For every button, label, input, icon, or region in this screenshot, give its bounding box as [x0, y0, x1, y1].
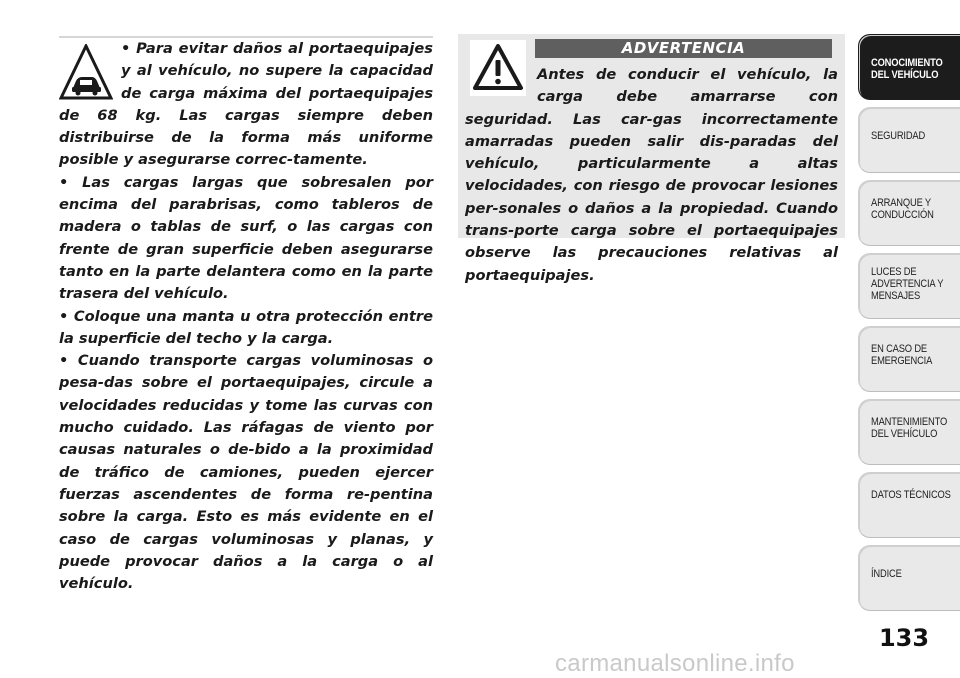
tab-label: DATOS TÉCNICOS — [871, 489, 951, 501]
warning-box — [458, 34, 845, 284]
tab-label: CONOCIMIENTO DEL VEHÍCULO — [871, 57, 943, 81]
left-column — [59, 38, 433, 595]
tab-label: LUCES DE ADVERTENCIA Y MENSAJES — [871, 266, 944, 302]
tab-mantenimiento[interactable] — [858, 399, 960, 465]
warning-text: Antes de conducir el vehículo, la carga debe amarrarse con seguridad. Las car-gas incorrectamente amarradas pueden salir dis-paradas del vehículo, particularmente a altas velocidades, con riesgo de provocar lesiones per-sonales o daños a la propiedad. Cuando trans-porte carga sobre el portaequipajes observe las precauciones relativas al portaequipajes. — [465, 66, 838, 284]
tab-indice[interactable] — [858, 545, 960, 611]
tab-seguridad[interactable] — [858, 107, 960, 173]
tab-conocimiento-del-vehiculo[interactable] — [858, 34, 960, 100]
tab-luces-de-advertencia[interactable] — [858, 253, 960, 319]
tab-en-caso-de-emergencia[interactable] — [858, 326, 960, 392]
bullet-4: • Cuando transporte cargas voluminosas o pesa-das sobre el portaequipajes, circule a velocidades reducidas y tome las curvas con mucho cuidado. Las ráfagas de viento por causas naturales o de-bido a la proximidad de tráfico de camiones, pueden ejercer fuerzas ascendentes de forma re-pentina sobre la carga. Esto es más evidente en el caso de cargas voluminosas y planas, y puede provocar daños a la carga o al vehículo. — [59, 352, 433, 593]
tab-datos-tecnicos[interactable] — [858, 472, 960, 538]
tab-label: ARRANQUE Y CONDUCCIÓN — [871, 197, 934, 221]
sidebar — [858, 34, 960, 618]
warning-title: ADVERTENCIA — [535, 39, 832, 58]
warning-text-block — [465, 64, 838, 287]
car-warning-icon — [59, 44, 113, 101]
tab-label: EN CASO DE EMERGENCIA — [871, 343, 933, 367]
tab-label: ÍNDICE — [871, 568, 902, 580]
tab-label: SEGURIDAD — [871, 130, 926, 142]
bullet-3: • Coloque una manta u otra protección entre la superficie del techo y la carga. — [59, 307, 433, 347]
bullet-2: • Las cargas largas que sobresalen por encima del parabrisas, como tableros de madera o tablas de surf, o las cargas con frente de gran superficie deben asegurarse tanto en la parte delantera como en la parte trasera del vehículo. — [59, 173, 433, 303]
tab-arranque-y-conduccion[interactable] — [858, 180, 960, 246]
watermark: carmanualsonline.info — [555, 650, 795, 677]
tab-label: MANTENIMIENTO DEL VEHÍCULO — [871, 416, 948, 440]
page-number: 133 — [878, 624, 930, 652]
bullet-1: • Para evitar daños al portaequipajes y al vehículo, no supere la capacidad de carga máxima del portaequipajes de 68 kg. Las cargas siempre deben distribuirse de la forma más uniforme posible y asegurarse correc-tamente. — [59, 40, 433, 169]
